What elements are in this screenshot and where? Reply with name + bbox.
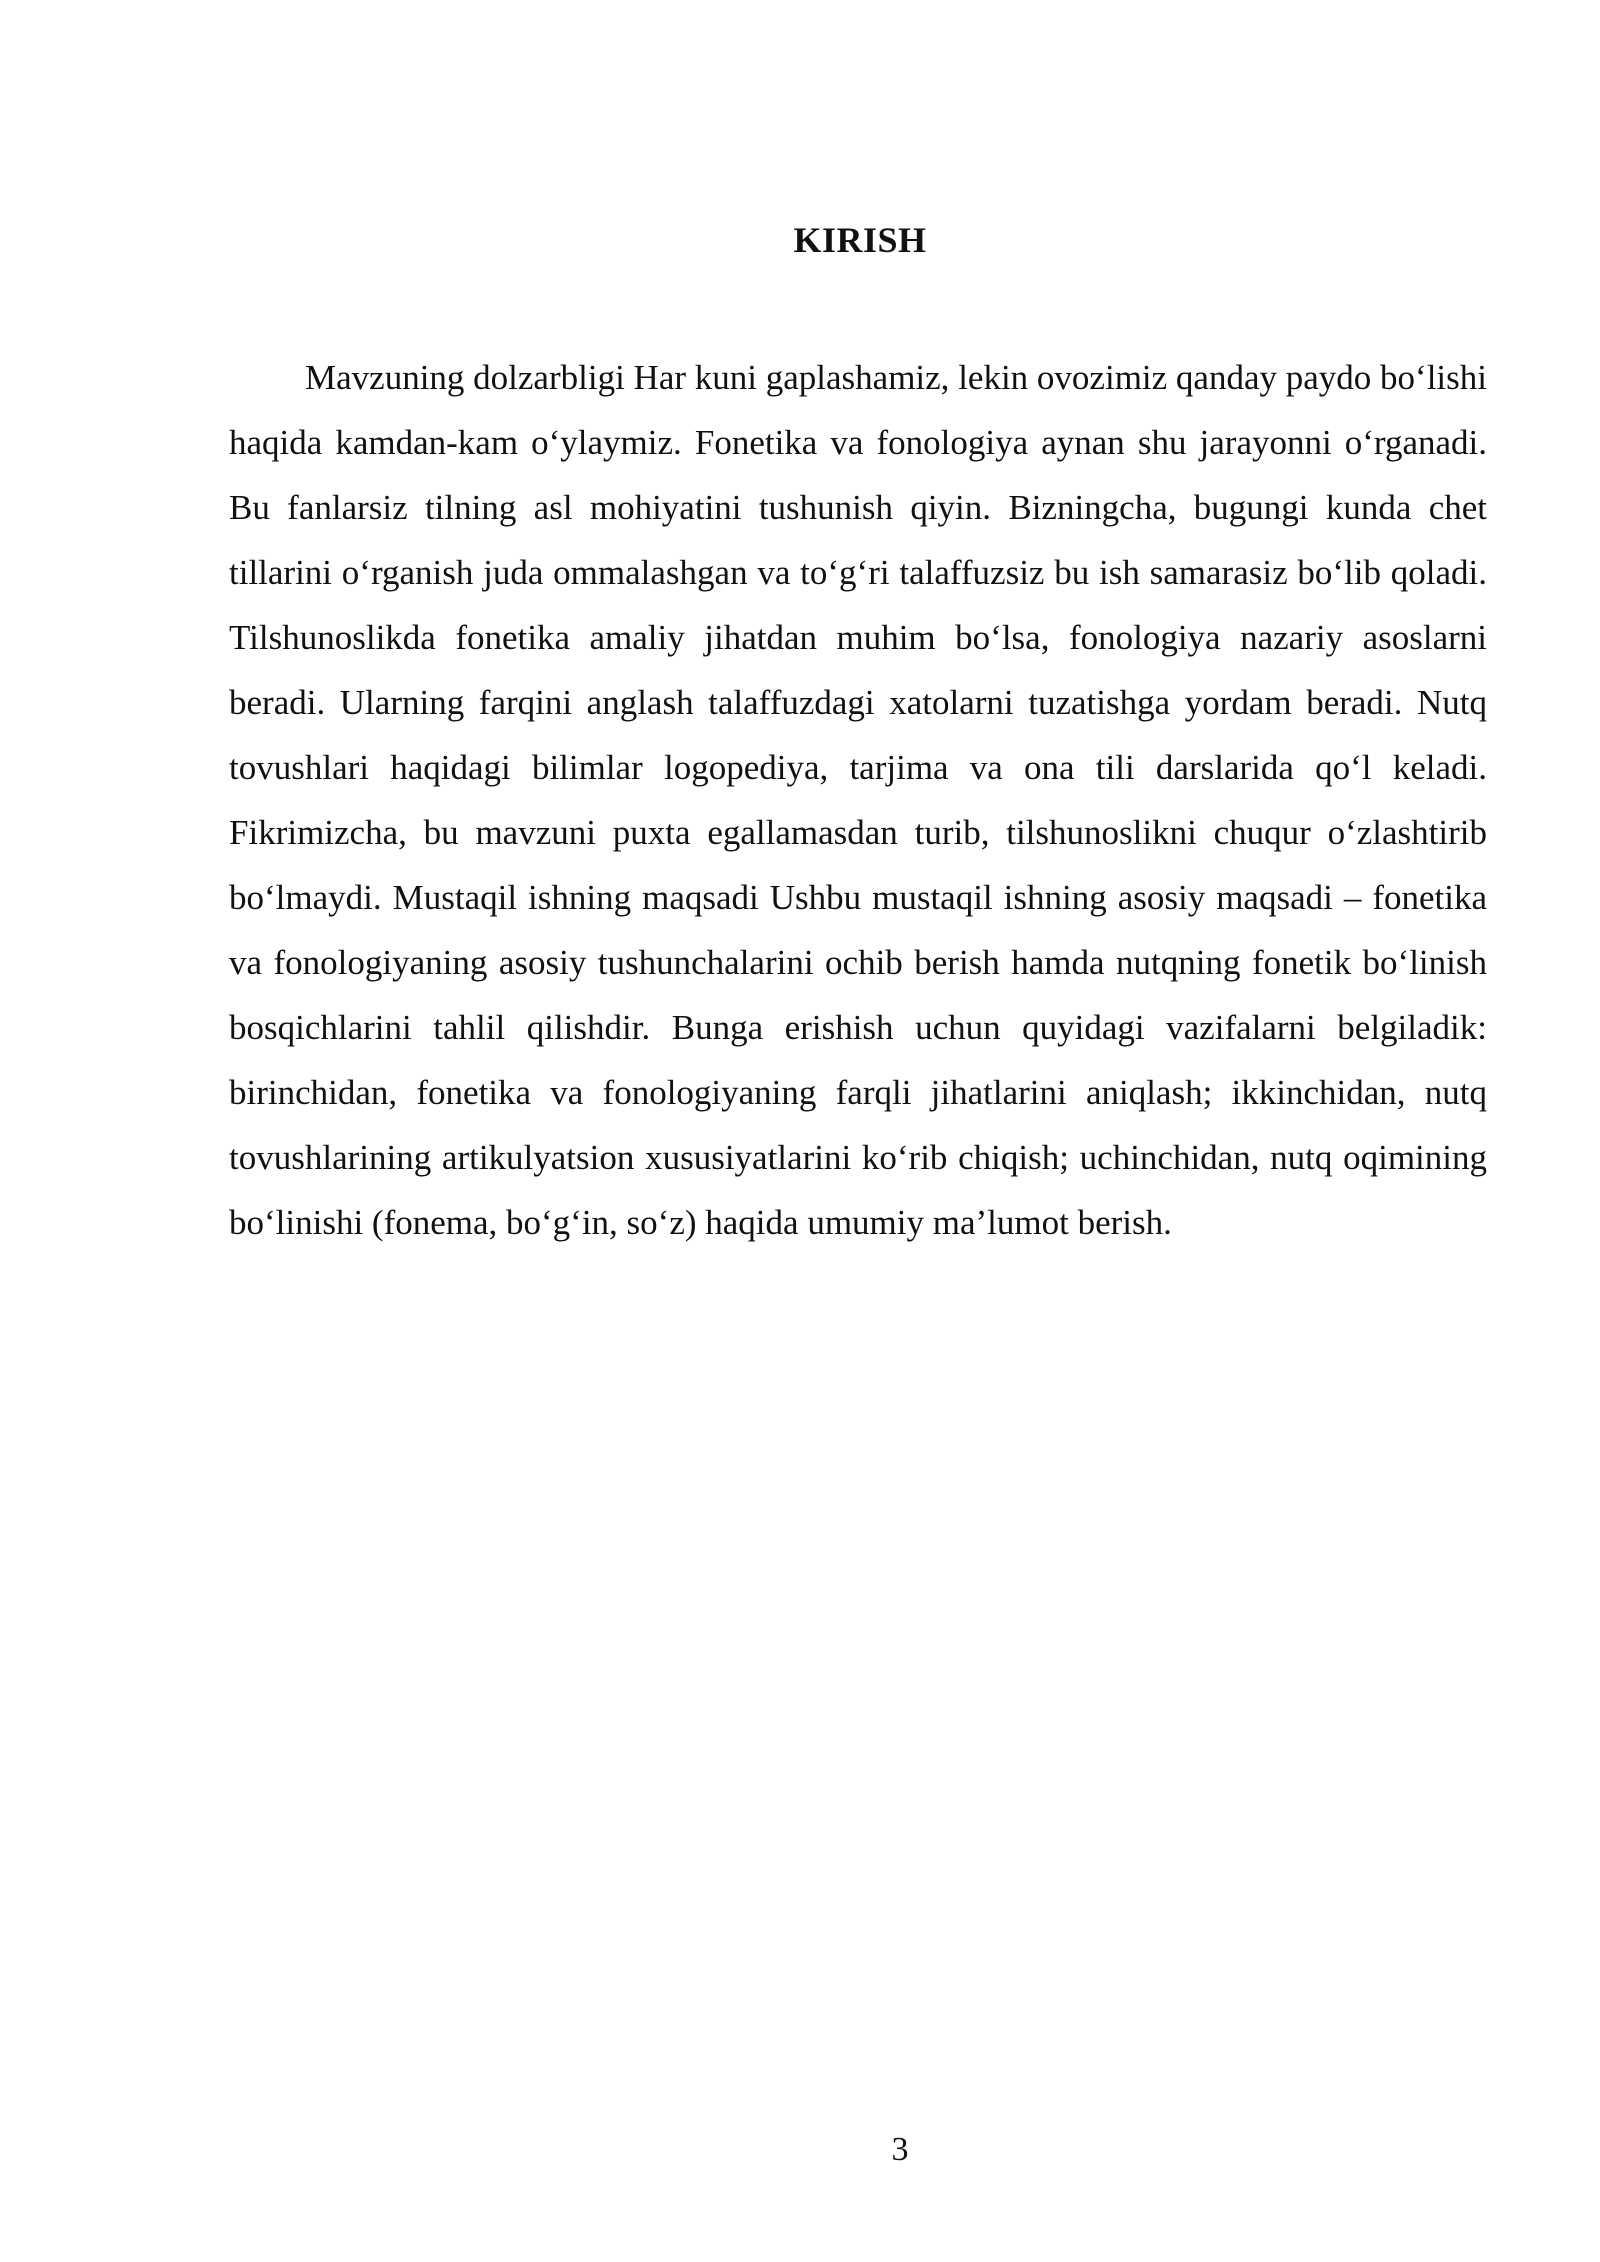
section-heading: KIRISH [793,220,927,260]
body-paragraph: Mavzuning dolzarbligi Har kuni gaplashamiz, lekin ovozimiz qanday paydo bo‘lishi haqida kamdan-kam o‘ylaymiz. Fonetika va fonologiya aynan shu jarayonni o‘rganadi. Bu fanlarsiz tilning asl mohiyatini tushunish qiyin. Bizningcha, bugungi kunda chet tillarini o‘rganish juda ommalashgan va to‘g‘ri talaffuzsiz bu ish samarasiz bo‘lib qoladi. Tilshunoslikda fonetika amaliy jihatdan muhim bo‘lsa, fonologiya nazariy asoslarni beradi. Ularning farqini anglash talaffuzdagi xatolarni tuzatishga yordam beradi. Nutq tovushlari haqidagi bilimlar logopediya, tarjima va ona tili darslarida qo‘l keladi. Fikrimizcha, bu mavzuni puxta egallamasdan turib, tilshunoslikni chuqur o‘zlashtirib bo‘lmaydi. Mustaqil ishning maqsadi Ushbu mustaqil ishning asosiy maqsadi – fonetika va fonologiyaning asosiy tushunchalarini ochib berish hamda nutqning fonetik bo‘linish bosqichlarini tahlil qilishdir. Bunga erishish uchun quyidagi vazifalarni belgiladik: birinchidan, fonetika va fonologiyaning farqli jihatlarini aniqlash; ikkinchidan, nutq tovushlarining artikulyatsion xususiyatlarini ko‘rib chiqish; uchinchidan, nutq oqimining bo‘linishi (fonema, bo‘g‘in, so‘z) haqida umumiy ma’lumot berish. [229,358,1487,1242]
page-number: 3 [891,2131,909,2168]
